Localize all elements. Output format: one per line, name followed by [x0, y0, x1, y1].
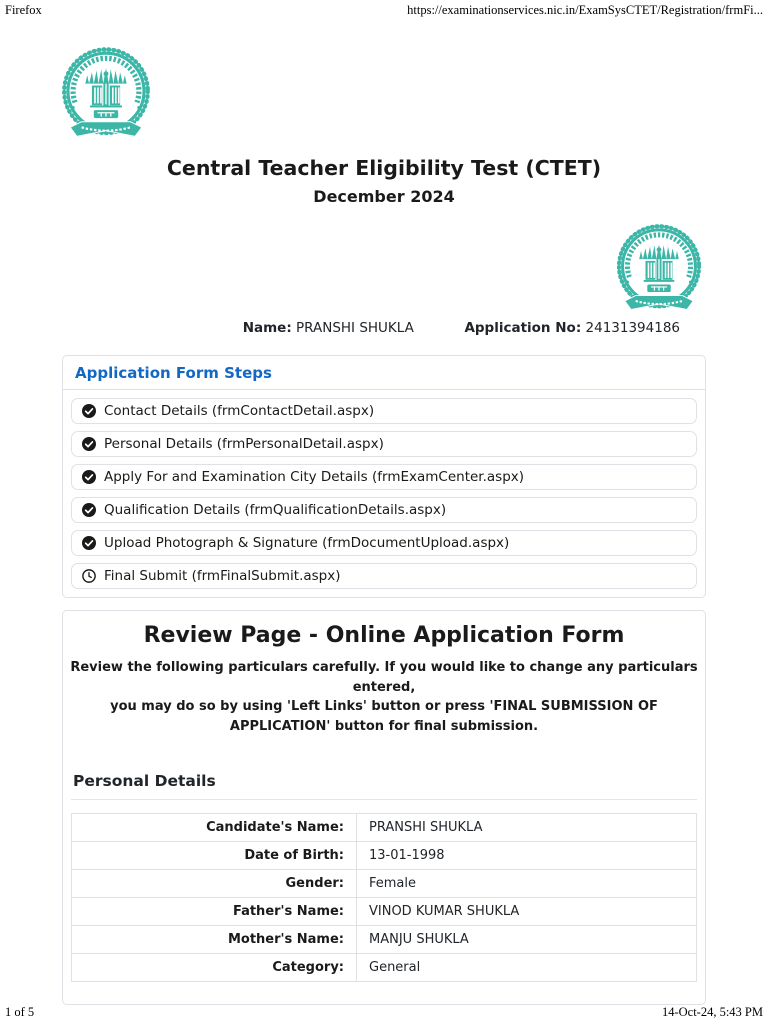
review-page-title: Review Page - Online Application Form — [143, 623, 625, 648]
row-value: MANJU SHUKLA — [357, 926, 697, 954]
row-value: PRANSHI SHUKLA — [357, 814, 697, 842]
table-row — [72, 898, 697, 926]
print-footer-datetime: 14-Oct-24, 5:43 PM — [661, 1005, 763, 1019]
print-header-url: https://examinationservices.nic.in/ExamSysCTET/Registration/frmFi... — [407, 3, 763, 17]
form-step-item[interactable] — [71, 497, 697, 523]
application-no-label: Application No: — [464, 320, 582, 336]
personal-details-heading: Personal Details — [73, 772, 216, 790]
exam-title: Central Teacher Eligibility Test (CTET) — [166, 156, 602, 180]
form-step-label: Apply For and Examination City Details (frmExamCenter.aspx) — [104, 469, 525, 485]
row-value: VINOD KUMAR SHUKLA — [357, 898, 697, 926]
print-footer-page-number: 1 of 5 — [5, 1005, 35, 1019]
check-circle-icon — [82, 437, 96, 451]
form-step-label: Personal Details (frmPersonalDetail.aspx) — [104, 436, 384, 452]
review-note — [69, 658, 699, 736]
row-label: Mother's Name: — [72, 926, 357, 954]
check-circle-icon — [82, 470, 96, 484]
form-step-label: Upload Photograph & Signature (frmDocumentUpload.aspx) — [104, 535, 510, 551]
personal-details-rows — [72, 814, 697, 982]
form-step-label: Contact Details (frmContactDetail.aspx) — [104, 403, 375, 419]
check-circle-icon — [82, 404, 96, 418]
form-step-label: Qualification Details (frmQualificationDetails.aspx) — [104, 502, 447, 518]
row-label: Date of Birth: — [72, 842, 357, 870]
review-note-line1: Review the following particulars carefully. If you would like to change any particulars entered, — [70, 660, 698, 695]
row-label: Candidate's Name: — [72, 814, 357, 842]
table-row — [72, 814, 697, 842]
row-label: Gender: — [72, 870, 357, 898]
row-value: 13-01-1998 — [357, 842, 697, 870]
candidate-name-value: PRANSHI SHUKLA — [296, 320, 414, 336]
form-step-item[interactable] — [71, 530, 697, 556]
exam-session: December 2024 — [313, 187, 455, 206]
application-form-steps-card — [62, 355, 706, 598]
row-value: Female — [357, 870, 697, 898]
check-circle-icon — [82, 503, 96, 517]
table-row — [72, 954, 697, 982]
section-divider — [71, 799, 697, 800]
table-row — [72, 870, 697, 898]
candidate-summary — [62, 320, 706, 336]
table-row — [72, 842, 697, 870]
steps-list — [63, 390, 705, 597]
form-step-item[interactable] — [71, 563, 697, 589]
print-footer — [5, 1005, 763, 1020]
row-value: General — [357, 954, 697, 982]
form-step-item[interactable] — [71, 431, 697, 457]
row-label: Father's Name: — [72, 898, 357, 926]
review-note-line2: you may do so by using 'Left Links' button or press 'FINAL SUBMISSION OF APPLICATION' button for final submission. — [110, 699, 658, 734]
application-no-value: 24131394186 — [585, 320, 680, 336]
form-step-label: Final Submit (frmFinalSubmit.aspx) — [104, 568, 341, 584]
review-card — [62, 610, 706, 1005]
row-label: Category: — [72, 954, 357, 982]
clock-icon — [82, 569, 96, 583]
form-step-item[interactable] — [71, 464, 697, 490]
steps-card-title: Application Form Steps — [63, 356, 705, 390]
exam-header — [62, 0, 706, 206]
personal-details-table — [71, 813, 697, 982]
print-header-app-name: Firefox — [5, 3, 42, 17]
form-step-item[interactable] — [71, 398, 697, 424]
table-row — [72, 926, 697, 954]
check-circle-icon — [82, 536, 96, 550]
candidate-name-label: Name: — [242, 320, 292, 336]
